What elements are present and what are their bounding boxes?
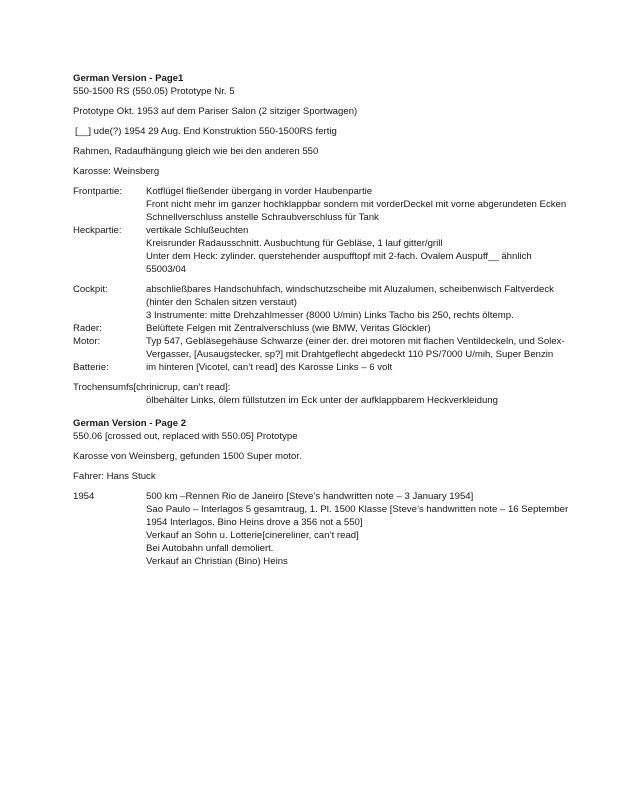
- frontpartie-line: Kotflügel fließender übergang in vorder Haubenpartie: [146, 186, 373, 197]
- cockpit-line: 3 Instrumente: mitte Drehzahlmesser (8000 U/min) Links Tacho bis 250, rechts öltemp.: [146, 310, 514, 321]
- page1-line-chassis: Rahmen, Radaufhängung gleich wie bei den anderen 550: [73, 146, 319, 157]
- motor-value: Typ 547, Gebläsegehäuse Schwarze (einer der. drei motoren mit flachen Ventildeckeln, und Solex-Vergasser, [Ausaugstecker, sp?] mit Drahtgeflecht abgedeckt 110 PS/7000 U/mih, Super Benzin: [146, 336, 565, 360]
- heckpartie-line: Kreisrunder Radausschnitt. Ausbuchtung für Gebläse, 1 lauf gitter/grill: [146, 238, 443, 249]
- batterie-value: im hinteren [Vicotel, can’t read] des Karosse Links – 6 volt: [146, 362, 393, 373]
- motor-label: Motor:: [73, 336, 101, 347]
- heckpartie-line: Unter dem Heck: zylinder. querstehender auspufftopf mit 2-fach. Ovalem Auspuff__ ähnlich 55003/04: [146, 251, 532, 275]
- year-label: 1954: [73, 491, 95, 502]
- page1-line-construction: [__] ude(?) 1954 29 Aug. End Konstruktion 550-1500RS fertig: [75, 126, 337, 137]
- page2-line-driver: Fahrer: Hans Stuck: [73, 471, 156, 482]
- heckpartie-section: [73, 224, 573, 276]
- cockpit-line: abschließbares Handschuhfach, windschutzscheibe mit Aluzalumen, scheibenwisch Faltverdeck (hinter den Schalen sitzen verstaut): [146, 284, 554, 308]
- heckpartie-label: Heckpartie:: [73, 225, 122, 236]
- page1-line-body: Karosse: Weinsberg: [73, 166, 160, 177]
- race-entry: Bei Autobahn unfall demoliert.: [146, 543, 274, 554]
- rader-label: Rader:: [73, 323, 102, 334]
- page2-line-model: 550.06 [crossed out, replaced with 550.05] Prototype: [73, 431, 298, 442]
- trochen-value: ölbehälter Links, ölern füllstutzen im Eck unter der aufklappbarem Heckverkleidung: [146, 395, 498, 406]
- race-entry: Verkauf an Christian (Bino) Heins: [146, 556, 288, 567]
- frontpartie-line: Front nicht mehr im ganzer hochklappbar sondern mit vorderDeckel mit vorne abgerundeten Ecken: [146, 199, 567, 210]
- motor-section: [73, 335, 573, 361]
- cockpit-section: [73, 283, 573, 322]
- batterie-section: [73, 361, 573, 374]
- page2-line-body: Karosse von Weinsberg, gefunden 1500 Super motor.: [73, 451, 302, 462]
- batterie-label: Batterie:: [73, 362, 109, 373]
- document-page: [73, 72, 573, 568]
- page2-heading: German Version - Page 2: [73, 418, 187, 429]
- page1-heading: German Version - Page1: [73, 73, 184, 84]
- frontpartie-line: Schnellverschluss anstelle Schraubverschluss für Tank: [146, 212, 379, 223]
- race-entry: Verkauf an Sohn u. Lotterie[cinereliner, can’t read]: [146, 530, 359, 541]
- race-entry: Sao Paulo – Interlagos 5 gesamtraug, 1. Pl. 1500 Klasse [Steve’s handwritten note – 16 September 1954 Interlagos. Bino Heins drove a 356 not a 550]: [146, 504, 569, 528]
- race-entry: 500 km –Rennen Rio de Janeiro [Steve’s handwritten note – 3 January 1954]: [146, 491, 474, 502]
- trochen-label: Trochensumfs[chrinicrup, can’t read]:: [73, 382, 231, 393]
- frontpartie-section: [73, 185, 573, 224]
- race-history-section: [73, 490, 573, 568]
- rader-value: Belüftete Felgen mit Zentralverschluss (wie BMW, Veritas Glöckler): [146, 323, 431, 334]
- heckpartie-line: vertikale Schlußeuchten: [146, 225, 249, 236]
- page1-line-model: 550-1500 RS (550.05) Prototype Nr. 5: [73, 86, 235, 97]
- page1-line-prototype: Prototype Okt. 1953 auf dem Pariser Salon (2 sitziger Sportwagen): [73, 106, 358, 117]
- cockpit-label: Cockpit:: [73, 284, 108, 295]
- rader-section: [73, 322, 573, 335]
- frontpartie-label: Frontpartie:: [73, 186, 123, 197]
